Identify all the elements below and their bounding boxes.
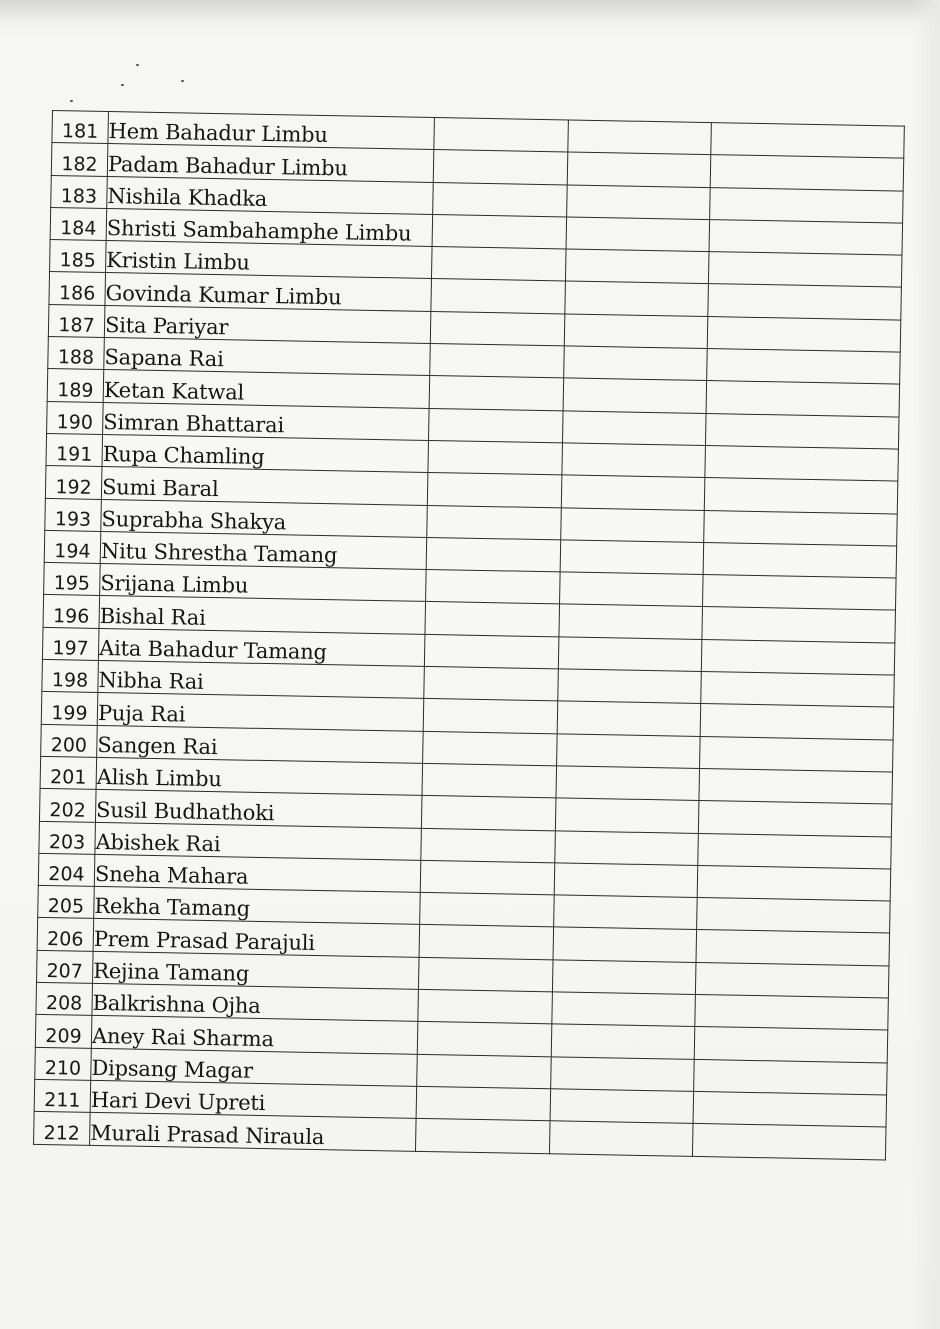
blank-entry-cell bbox=[429, 408, 564, 443]
blank-entry-cell bbox=[693, 1091, 887, 1127]
blank-entry-cell bbox=[697, 865, 891, 901]
blank-entry-cell bbox=[695, 994, 889, 1030]
blank-entry-cell bbox=[554, 863, 698, 898]
serial-number-cell: 212 bbox=[34, 1112, 91, 1145]
blank-entry-cell bbox=[561, 507, 705, 542]
person-name-cell: Sita Pariyar bbox=[104, 305, 431, 343]
serial-number-cell: 194 bbox=[44, 530, 101, 563]
serial-number-cell: 201 bbox=[40, 756, 97, 789]
person-name-cell: Suprabha Shakya bbox=[101, 499, 428, 537]
blank-entry-cell bbox=[557, 734, 701, 769]
person-name-cell: Sapana Rai bbox=[104, 338, 431, 376]
serial-number-cell: 196 bbox=[43, 595, 100, 628]
serial-number-cell: 189 bbox=[47, 369, 104, 402]
person-name-cell: Kristin Limbu bbox=[106, 241, 433, 279]
serial-number-cell: 195 bbox=[44, 563, 101, 596]
blank-entry-cell bbox=[708, 284, 902, 320]
serial-number-cell: 191 bbox=[46, 433, 103, 466]
serial-number-cell: 205 bbox=[38, 886, 95, 919]
scan-speck bbox=[181, 80, 184, 82]
person-name-cell: Bishal Rai bbox=[99, 596, 426, 634]
blank-entry-cell bbox=[698, 833, 892, 869]
blank-entry-cell bbox=[558, 637, 702, 672]
blank-entry-cell bbox=[561, 475, 705, 510]
blank-entry-cell bbox=[707, 349, 901, 385]
blank-entry-cell bbox=[421, 796, 556, 831]
blank-entry-cell bbox=[431, 279, 566, 314]
person-name-cell: Hari Devi Upreti bbox=[90, 1080, 417, 1118]
blank-entry-cell bbox=[420, 893, 555, 928]
name-roster-table bbox=[33, 110, 905, 1160]
blank-entry-cell bbox=[706, 381, 900, 417]
person-name-cell: Abishek Rai bbox=[95, 822, 422, 860]
blank-entry-cell bbox=[565, 281, 709, 316]
serial-number-cell: 207 bbox=[37, 950, 94, 983]
blank-entry-cell bbox=[552, 992, 696, 1027]
serial-number-cell: 200 bbox=[41, 724, 98, 757]
serial-number-cell: 183 bbox=[51, 175, 108, 208]
blank-entry-cell bbox=[550, 1089, 694, 1124]
blank-entry-cell bbox=[430, 344, 565, 379]
blank-entry-cell bbox=[429, 376, 564, 411]
person-name-cell: Nitu Shrestha Tamang bbox=[100, 531, 427, 569]
serial-number-cell: 209 bbox=[35, 1015, 92, 1048]
person-name-cell: Srijana Limbu bbox=[100, 564, 427, 602]
blank-entry-cell bbox=[423, 699, 558, 734]
blank-entry-cell bbox=[424, 666, 559, 701]
blank-entry-cell bbox=[426, 537, 561, 572]
blank-entry-cell bbox=[560, 572, 704, 607]
blank-entry-cell bbox=[427, 505, 562, 540]
person-name-cell: Shristi Sambahamphe Limbu bbox=[106, 208, 433, 246]
blank-entry-cell bbox=[694, 1027, 888, 1063]
person-name-cell: Rupa Chamling bbox=[102, 434, 429, 472]
serial-number-cell: 206 bbox=[37, 918, 94, 951]
person-name-cell: Ketan Katwal bbox=[103, 370, 430, 408]
blank-entry-cell bbox=[417, 1054, 552, 1089]
blank-entry-cell bbox=[566, 217, 710, 252]
blank-entry-cell bbox=[704, 478, 898, 514]
blank-entry-cell bbox=[702, 607, 896, 643]
person-name-cell: Sneha Mahara bbox=[94, 854, 421, 892]
person-name-cell: Simran Bhattarai bbox=[103, 402, 430, 440]
blank-entry-cell bbox=[564, 346, 708, 381]
person-name-cell: Nishila Khadka bbox=[107, 176, 434, 214]
serial-number-cell: 186 bbox=[49, 272, 106, 305]
person-name-cell: Rekha Tamang bbox=[94, 887, 421, 925]
blank-entry-cell bbox=[698, 801, 892, 837]
scan-shadow-right bbox=[910, 0, 940, 1329]
blank-entry-cell bbox=[433, 182, 568, 217]
serial-number-cell: 181 bbox=[52, 111, 109, 144]
serial-number-cell: 203 bbox=[39, 821, 96, 854]
blank-entry-cell bbox=[432, 214, 567, 249]
blank-entry-cell bbox=[551, 1024, 695, 1059]
blank-entry-cell bbox=[567, 152, 711, 187]
blank-entry-cell bbox=[710, 155, 904, 191]
blank-entry-cell bbox=[422, 763, 557, 798]
blank-entry-cell bbox=[701, 672, 895, 708]
serial-number-cell: 211 bbox=[34, 1079, 91, 1112]
scan-speck bbox=[121, 84, 124, 86]
serial-number-cell: 182 bbox=[51, 143, 108, 176]
person-name-cell: Murali Prasad Niraula bbox=[90, 1113, 417, 1151]
blank-entry-cell bbox=[556, 766, 700, 801]
blank-entry-cell bbox=[696, 930, 890, 966]
blank-entry-cell bbox=[700, 736, 894, 772]
person-name-cell: Prem Prasad Parajuli bbox=[93, 919, 420, 957]
person-name-cell: Sangen Rai bbox=[97, 725, 424, 763]
blank-entry-cell bbox=[697, 898, 891, 934]
person-name-cell: Sumi Baral bbox=[101, 467, 428, 505]
blank-entry-cell bbox=[562, 411, 706, 446]
blank-entry-cell bbox=[423, 731, 558, 766]
blank-entry-cell bbox=[425, 602, 560, 637]
blank-entry-cell bbox=[434, 118, 569, 153]
person-name-cell: Aita Bahadur Tamang bbox=[98, 628, 425, 666]
blank-entry-cell bbox=[563, 378, 707, 413]
blank-entry-cell bbox=[709, 219, 903, 255]
blank-entry-cell bbox=[557, 701, 701, 736]
serial-number-cell: 198 bbox=[42, 659, 99, 692]
blank-entry-cell bbox=[568, 120, 712, 155]
blank-entry-cell bbox=[431, 247, 566, 282]
serial-number-cell: 185 bbox=[50, 240, 107, 273]
blank-entry-cell bbox=[418, 989, 553, 1024]
blank-entry-cell bbox=[700, 704, 894, 740]
blank-entry-cell bbox=[419, 925, 554, 960]
blank-entry-cell bbox=[695, 962, 889, 998]
blank-entry-cell bbox=[553, 927, 697, 962]
blank-entry-cell bbox=[711, 123, 905, 159]
blank-entry-cell bbox=[415, 1119, 550, 1154]
blank-entry-cell bbox=[433, 150, 568, 185]
blank-entry-cell bbox=[417, 1022, 552, 1057]
roster-body bbox=[34, 111, 905, 1160]
blank-entry-cell bbox=[558, 669, 702, 704]
serial-number-cell: 188 bbox=[48, 337, 105, 370]
person-name-cell: Dipsang Magar bbox=[91, 1048, 418, 1086]
person-name-cell: Padam Bahadur Limbu bbox=[107, 144, 434, 182]
blank-entry-cell bbox=[559, 604, 703, 639]
blank-entry-cell bbox=[565, 249, 709, 284]
person-name-cell: Puja Rai bbox=[97, 693, 424, 731]
serial-number-cell: 192 bbox=[45, 466, 102, 499]
person-name-cell: Susil Budhathoki bbox=[95, 790, 422, 828]
blank-entry-cell bbox=[703, 542, 897, 578]
blank-entry-cell bbox=[418, 957, 553, 992]
blank-entry-cell bbox=[704, 510, 898, 546]
person-name-cell: Balkrishna Ojha bbox=[92, 983, 419, 1021]
blank-entry-cell bbox=[551, 1056, 695, 1091]
roster-sheet bbox=[33, 110, 904, 1160]
scan-shadow-top bbox=[0, 0, 940, 22]
scan-speck bbox=[136, 64, 139, 66]
blank-entry-cell bbox=[428, 440, 563, 475]
serial-number-cell: 204 bbox=[38, 853, 95, 886]
blank-entry-cell bbox=[554, 895, 698, 930]
person-name-cell: Govinda Kumar Limbu bbox=[105, 273, 432, 311]
blank-entry-cell bbox=[707, 316, 901, 352]
person-name-cell: Aney Rai Sharma bbox=[91, 1016, 418, 1054]
serial-number-cell: 210 bbox=[35, 1047, 92, 1080]
blank-entry-cell bbox=[705, 445, 899, 481]
serial-number-cell: 187 bbox=[48, 304, 105, 337]
blank-entry-cell bbox=[701, 639, 895, 675]
serial-number-cell: 193 bbox=[45, 498, 102, 531]
blank-entry-cell bbox=[420, 860, 555, 895]
scan-speck bbox=[70, 100, 73, 102]
serial-number-cell: 190 bbox=[47, 401, 104, 434]
blank-entry-cell bbox=[703, 575, 897, 611]
blank-entry-cell bbox=[424, 634, 559, 669]
blank-entry-cell bbox=[421, 828, 556, 863]
serial-number-cell: 197 bbox=[42, 627, 99, 660]
person-name-cell: Rejina Tamang bbox=[93, 951, 420, 989]
blank-entry-cell bbox=[555, 798, 699, 833]
blank-entry-cell bbox=[567, 185, 711, 220]
blank-entry-cell bbox=[426, 570, 561, 605]
blank-entry-cell bbox=[552, 960, 696, 995]
blank-entry-cell bbox=[555, 830, 699, 865]
blank-entry-cell bbox=[564, 314, 708, 349]
blank-entry-cell bbox=[699, 768, 893, 804]
serial-number-cell: 208 bbox=[36, 982, 93, 1015]
serial-number-cell: 199 bbox=[41, 692, 98, 725]
serial-number-cell: 202 bbox=[39, 789, 96, 822]
blank-entry-cell bbox=[549, 1121, 693, 1156]
blank-entry-cell bbox=[710, 187, 904, 223]
serial-number-cell: 184 bbox=[50, 207, 107, 240]
blank-entry-cell bbox=[427, 473, 562, 508]
blank-entry-cell bbox=[430, 311, 565, 346]
blank-entry-cell bbox=[708, 252, 902, 288]
blank-entry-cell bbox=[416, 1086, 551, 1121]
blank-entry-cell bbox=[692, 1124, 886, 1160]
person-name-cell: Alish Limbu bbox=[96, 757, 423, 795]
blank-entry-cell bbox=[560, 540, 704, 575]
person-name-cell: Hem Bahadur Limbu bbox=[108, 112, 435, 150]
blank-entry-cell bbox=[562, 443, 706, 478]
blank-entry-cell bbox=[705, 413, 899, 449]
blank-entry-cell bbox=[694, 1059, 888, 1095]
person-name-cell: Nibha Rai bbox=[98, 660, 425, 698]
